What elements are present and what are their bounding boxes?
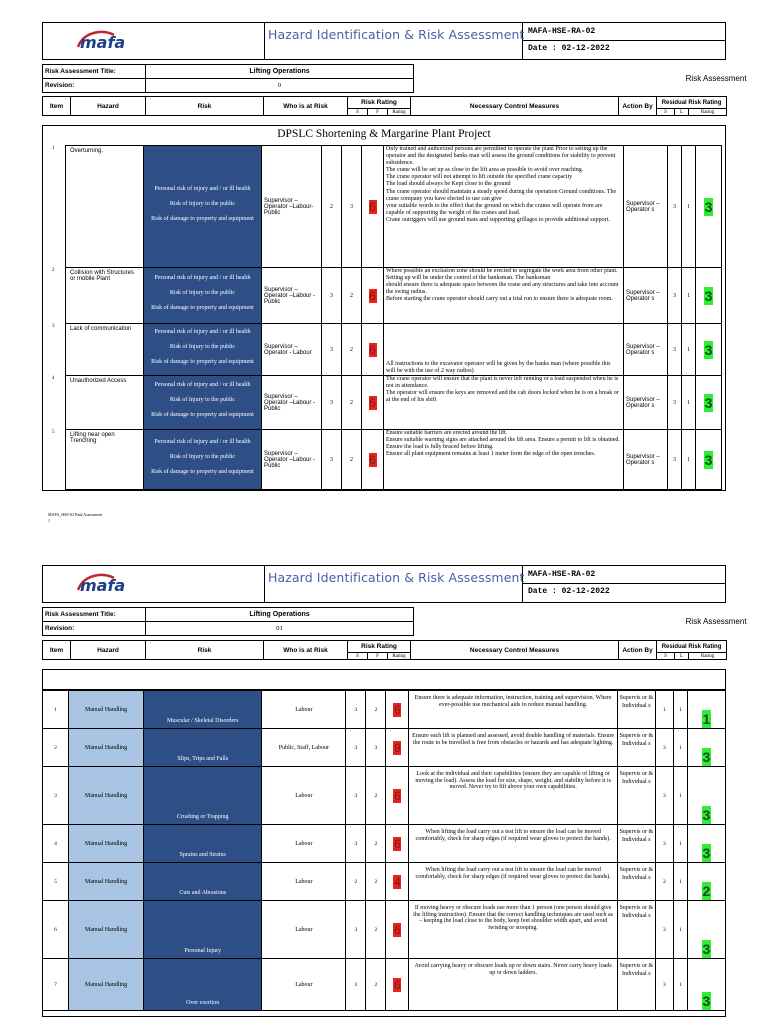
table-row	[43, 863, 726, 901]
page2-hazard-table	[42, 690, 726, 1011]
control-line: Ensure all plant equipment remains at least 1 meter form the edge of the open trenches.	[386, 451, 596, 458]
col-risk-rating: Risk Rating	[348, 641, 411, 653]
footer-note: MAFA_HSE-02 Risk Assessment	[48, 512, 103, 517]
header-divider	[264, 22, 265, 60]
residual-rating-cell	[687, 863, 725, 901]
frequency-cell: 3	[366, 729, 386, 767]
table-row	[43, 901, 726, 959]
action-cell: Supervisor – Operator s	[624, 146, 668, 268]
doc-date: Date : 02-12-2022	[528, 587, 610, 596]
action-cell: Supervisor – Operator s	[624, 376, 668, 430]
low-rating-badge: 3	[704, 198, 713, 215]
severity-cell: 3	[346, 691, 366, 729]
table-row	[43, 767, 726, 825]
control-line: Where possible an exclusion zone should be erected to segregate the work area from other plant.	[386, 268, 618, 274]
residual-rating-cell	[687, 691, 725, 729]
risk-line: Risk of damage to property and equipment	[151, 358, 254, 365]
doc-code: MAFA-HSE-RA-02	[528, 570, 596, 579]
risk-cell: Slips, Trips and Falls	[144, 729, 262, 767]
hazard-cell: Unauthorized Access	[66, 376, 144, 430]
risk-line: Risk of Injury to the public	[169, 396, 236, 403]
frequency-cell: 2	[342, 430, 362, 490]
rating-cell	[362, 146, 384, 268]
risk-line: Risk of damage to property and equipment	[151, 468, 254, 475]
control-line: Ensure suitable warning signs are attached around the lift area. Ensure a permit to lift is obtained. Ensure the load is fully braced before lifting.	[386, 437, 620, 451]
mafa-logo	[74, 27, 154, 53]
hazard-cell: Manual Handling	[69, 767, 144, 825]
severity-cell: 3	[322, 324, 342, 376]
residual-l-cell: 1	[673, 901, 687, 959]
controls-cell	[384, 268, 624, 324]
severity-cell: 3	[322, 430, 342, 490]
action-cell: Supervis or & Individual s	[617, 901, 655, 959]
severity-cell: 3	[346, 825, 366, 863]
table-row	[66, 430, 722, 490]
rating-cell	[386, 863, 409, 901]
col-who: Who is at Risk	[264, 641, 348, 660]
item-cell: 1	[43, 691, 69, 729]
col-rating: Rating	[388, 109, 411, 116]
header-divider	[522, 583, 726, 584]
low-rating-badge: 3	[702, 993, 711, 1009]
residual-s-cell: 3	[668, 146, 682, 268]
severity-cell: 3	[346, 767, 366, 825]
risk-line: Risk of Injury to the public	[169, 343, 236, 350]
rating-cell	[362, 268, 384, 324]
residual-s-cell: 3	[655, 825, 673, 863]
risk-line: Personal risk of injury and / or ill health	[154, 328, 251, 335]
controls-cell: Ensure each lift is planned and assessed, avoid double handling of materials. Ensure the route to be travelled is free from obstacles or hazards and has adequate lighting.	[409, 729, 617, 767]
action-cell: Supervis or & Individual s	[617, 729, 655, 767]
col-hazard: Hazard	[71, 641, 146, 660]
residual-l-cell: 1	[682, 376, 696, 430]
control-line: The crane operator will ensure that the plant is never left running or a load suspended when he is not in attendance.	[386, 376, 619, 390]
risk-line: Risk of damage to property and equipment	[151, 304, 254, 311]
low-rating-badge: 3	[704, 394, 713, 411]
residual-s-cell: 3	[668, 376, 682, 430]
residual-rating-cell	[687, 901, 725, 959]
frequency-cell: 2	[366, 767, 386, 825]
high-rating-badge: 6	[369, 395, 376, 410]
control-line: Crane outriggers will use ground mats and supporting grillages to provide additional support.	[386, 216, 610, 223]
risk-assessment-label: Risk Assessment	[685, 617, 747, 626]
item-cell: 6	[43, 901, 69, 959]
who-cell: Supervisor – Operator –Labour-Public	[262, 146, 322, 268]
risk-line: Personal risk of injury and / or ill health	[154, 438, 251, 445]
controls-cell	[384, 324, 624, 376]
item-number: 5	[52, 430, 55, 435]
residual-l-cell: 1	[682, 324, 696, 376]
risk-line: Risk of Injury to the public	[169, 200, 236, 207]
control-line: Ensure suitable barriers are erected around the lift.	[386, 430, 508, 436]
severity-cell: 3	[322, 376, 342, 430]
severity-cell: 3	[346, 729, 366, 767]
residual-rating-cell	[696, 146, 722, 268]
table-row	[66, 324, 722, 376]
col-action: Action By	[619, 97, 657, 116]
table-row	[43, 959, 726, 1011]
low-rating-badge: 3	[702, 845, 711, 861]
control-line: Only trained and authorized persons are permitted to operate the plant Prior to setting up the operator and the designated banks man will assess the ground conditions for stability to prevent subsidence.	[386, 146, 616, 167]
who-cell: Supervisor – Operator –Labour - Public	[262, 268, 322, 324]
col-residual: Residual Risk Rating	[657, 97, 727, 109]
who-cell: Supervisor – Operator –Labour -Public	[262, 430, 322, 490]
who-cell: Labour	[262, 767, 346, 825]
residual-s-cell: 3	[655, 767, 673, 825]
hazard-cell: Manual Handling	[69, 863, 144, 901]
item-cell: 5	[43, 863, 69, 901]
low-rating-badge: 3	[702, 749, 711, 765]
col-controls: Necessary Control Measures	[411, 641, 619, 660]
control-line: The crane operator will not attempt to lift outside the specified crane capacity	[386, 174, 573, 181]
severity-cell: 2	[322, 146, 342, 268]
low-rating-badge: 3	[704, 341, 713, 358]
page2-column-header	[42, 640, 727, 660]
footer-page-number: 1	[48, 518, 50, 523]
risk-line: Personal risk of injury and / or ill health	[154, 274, 251, 281]
low-rating-badge: 3	[704, 287, 713, 304]
item-cell: 4	[43, 825, 69, 863]
residual-s-cell: 2	[655, 863, 673, 901]
risk-line: Risk of damage to property and equipment	[151, 411, 254, 418]
hazard-cell: Manual Handling	[69, 729, 144, 767]
residual-l-cell: 1	[682, 268, 696, 324]
rating-cell	[386, 901, 409, 959]
revision-value: 01	[146, 622, 414, 636]
risk-cell	[144, 430, 262, 490]
residual-s-cell: 3	[668, 268, 682, 324]
severity-cell: 3	[346, 959, 366, 1011]
frequency-cell: 2	[342, 376, 362, 430]
risk-cell	[144, 268, 262, 324]
doc-code: MAFA-HSE-RA-02	[528, 27, 596, 36]
frequency-cell: 2	[366, 901, 386, 959]
residual-rating-cell	[696, 268, 722, 324]
item-cell: 7	[43, 959, 69, 1011]
table-row	[66, 146, 722, 268]
rating-cell	[362, 376, 384, 430]
action-cell: Supervis or & Individual s	[617, 863, 655, 901]
item-number: 2	[52, 268, 55, 273]
doc-date: Date : 02-12-2022	[528, 44, 610, 53]
control-line: The crane operator should maintain a steady speed during the operation Ground conditions. The crane company you have elected to use can give	[386, 188, 617, 202]
low-rating-badge: 2	[702, 883, 711, 899]
residual-rating-cell	[687, 825, 725, 863]
title-label: Risk Assessment Title:	[43, 608, 146, 622]
item-cell: 3	[43, 767, 69, 825]
controls-cell: Avoid carrying heavy or obscure loads up or down stairs. Never carry heavy loads up or down ladders.	[409, 959, 617, 1011]
residual-rating-cell	[696, 324, 722, 376]
residual-rating-cell	[696, 376, 722, 430]
revision-label: Revision:	[43, 79, 146, 93]
hazard-cell: Lifting near open Trenching	[66, 430, 144, 490]
residual-rating-cell	[696, 430, 722, 490]
col-res-s: S	[657, 109, 675, 116]
risk-line: Personal risk of injury and / or ill health	[154, 185, 251, 192]
revision-label: Revision:	[43, 622, 146, 636]
page1-hazard-table	[65, 145, 722, 490]
col-res-l: L	[675, 109, 689, 116]
severity-cell: 2	[346, 863, 366, 901]
hazard-cell: Overturning,	[66, 146, 144, 268]
rating-cell	[386, 959, 409, 1011]
col-res-rating: Rating	[689, 653, 727, 660]
high-rating-badge: 6	[394, 788, 401, 803]
residual-rating-cell	[687, 767, 725, 825]
header-divider	[264, 565, 265, 603]
controls-cell	[384, 376, 624, 430]
title-value: Lifting Operations	[146, 65, 414, 79]
risk-cell	[144, 146, 262, 268]
action-cell: Supervis or & Individual s	[617, 691, 655, 729]
table-row	[43, 729, 726, 767]
risk-line: Risk of damage to property and equipment	[151, 215, 254, 222]
hazard-cell: Collision with Structures or mobile Plant	[66, 268, 144, 324]
frequency-cell: 2	[342, 268, 362, 324]
rating-cell	[386, 729, 409, 767]
who-cell: Labour	[262, 901, 346, 959]
col-s: S	[348, 109, 368, 116]
col-risk-rating: Risk Rating	[348, 97, 411, 109]
hazard-cell: Manual Handling	[69, 901, 144, 959]
control-line: should ensure there is adequate space between the crane and any structures and take into account the swing radius.	[386, 282, 619, 296]
logo-text: mafa	[80, 576, 126, 595]
frequency-cell: 2	[366, 691, 386, 729]
low-rating-badge: 3	[702, 807, 711, 823]
table-row	[43, 825, 726, 863]
residual-s-cell: 3	[655, 901, 673, 959]
high-rating-badge: 6	[394, 977, 401, 992]
residual-rating-cell	[687, 959, 725, 1011]
low-rating-badge: 3	[702, 941, 711, 957]
risk-line: Personal risk of injury and / or ill health	[154, 381, 251, 388]
who-cell: Labour	[262, 863, 346, 901]
page1-meta-table	[42, 64, 749, 93]
high-rating-badge: 9	[394, 740, 401, 755]
page-title: Hazard Identification & Risk Assessment	[268, 570, 525, 585]
col-residual: Residual Risk Rating	[657, 641, 727, 653]
hazard-cell: Lack of communication	[66, 324, 144, 376]
page1-column-header	[42, 96, 727, 116]
residual-s-cell: 3	[655, 959, 673, 1011]
control-line: your suitable words to the effect that the ground on which the cranes will operate from are capable of supporting the weight of the cranes and load.	[386, 202, 603, 216]
col-hazard: Hazard	[71, 97, 146, 116]
frequency-cell: 3	[342, 146, 362, 268]
residual-l-cell: 1	[673, 825, 687, 863]
risk-cell	[144, 376, 262, 430]
risk-assessment-label: Risk Assessment	[685, 74, 747, 83]
residual-l-cell: 1	[673, 959, 687, 1011]
risk-line: Risk of Injury to the public	[169, 289, 236, 296]
logo-text: mafa	[80, 33, 126, 52]
risk-cell: Personal Injury	[144, 901, 262, 959]
col-action: Action By	[619, 641, 657, 660]
low-rating-badge: 3	[704, 451, 713, 468]
who-cell: Supervisor – Operator –Labour -Public	[262, 376, 322, 430]
rating-cell	[386, 767, 409, 825]
controls-cell	[384, 430, 624, 490]
residual-l-cell: 1	[673, 767, 687, 825]
risk-cell: Cuts and Abrasions	[144, 863, 262, 901]
col-f: F	[368, 653, 388, 660]
residual-l-cell: 1	[682, 146, 696, 268]
item-cell: 2	[43, 729, 69, 767]
hazard-cell: Manual Handling	[69, 825, 144, 863]
who-cell: Public, Staff, Labour	[262, 729, 346, 767]
risk-cell: Over exertion	[144, 959, 262, 1011]
controls-cell	[384, 146, 624, 268]
table-row	[66, 376, 722, 430]
project-title: DPSLC Shortening & Margarine Plant Project	[277, 128, 491, 140]
col-item: Item	[43, 641, 71, 660]
control-line: The load should always be Kept close to the ground	[386, 181, 511, 188]
col-item: Item	[43, 97, 71, 116]
control-line: The operator will ensure the keys are removed and the cab doors locked when he is on a break or at the end of his shift	[386, 390, 619, 404]
action-cell: Supervisor – Operator s	[624, 324, 668, 376]
rating-cell	[362, 324, 384, 376]
page2-meta-table	[42, 607, 749, 636]
high-rating-badge: 6	[394, 702, 401, 717]
frequency-cell: 2	[366, 863, 386, 901]
control-line: Setting up will be under the control of the banksman. The banksman	[386, 275, 551, 282]
col-res-l: L	[675, 653, 689, 660]
control-line: Before starting the crane operator should carry out a trial run to ensure there is adequate room.	[386, 296, 613, 303]
severity-cell: 3	[346, 901, 366, 959]
low-rating-badge: 1	[702, 711, 711, 727]
col-controls: Necessary Control Measures	[411, 97, 619, 116]
who-cell: Supervisor – Operator - Labour	[262, 324, 322, 376]
controls-cell: When lifting the load carry out a test lift to ensure the load can be moved comfortably, check for sharp edges (if required wear gloves to protect the hands).	[409, 863, 617, 901]
action-cell: Supervis or & Individual s	[617, 767, 655, 825]
who-cell: Labour	[262, 825, 346, 863]
residual-l-cell: 1	[673, 729, 687, 767]
item-number: 3	[52, 324, 55, 329]
action-cell: Supervisor – Operator s	[624, 430, 668, 490]
residual-l-cell: 1	[673, 863, 687, 901]
risk-line: Risk of Injury to the public	[169, 453, 236, 460]
risk-cell: Crushing or Trapping	[144, 767, 262, 825]
col-res-rating: Rating	[689, 109, 727, 116]
high-rating-badge: 4	[394, 874, 401, 889]
risk-cell: Sprains and Strains	[144, 825, 262, 863]
item-number: 4	[52, 376, 55, 381]
col-f: F	[368, 109, 388, 116]
item-number: 1	[52, 146, 55, 151]
control-line: All instructions to the excavator operator will be given by the banks man (where possible this will be with the use of 2 way radios)	[386, 360, 611, 374]
frequency-cell: 2	[366, 959, 386, 1011]
title-label: Risk Assessment Title:	[43, 65, 146, 79]
controls-cell: When lifting the load carry out a test lift to ensure the load can be moved comfortably, check for sharp edges (if required wear gloves to protect the hands).	[409, 825, 617, 863]
page-title: Hazard Identification & Risk Assessment	[268, 27, 525, 42]
who-cell: Labour	[262, 691, 346, 729]
residual-s-cell: 1	[655, 691, 673, 729]
frequency-cell: 2	[366, 825, 386, 863]
mafa-logo	[74, 570, 154, 596]
high-rating-badge: 6	[369, 199, 376, 214]
hazard-cell: Manual Handling	[69, 959, 144, 1011]
revision-value: 0	[146, 79, 414, 93]
action-cell: Supervis or & Individual s	[617, 959, 655, 1011]
residual-s-cell: 3	[655, 729, 673, 767]
high-rating-badge: 6	[369, 288, 376, 303]
severity-cell: 3	[322, 268, 342, 324]
controls-cell: If moving heavy or obscure loads use more than 1 person (one person should give the lifting instruction). Ensure that the correct handling techniques are used such as – keeping the load close to the body, keep feet shoulder width apart, and avoid twisting or stooping.	[409, 901, 617, 959]
high-rating-badge: 6	[394, 922, 401, 937]
hazard-cell: Manual Handling	[69, 691, 144, 729]
title-value: Lifting Operations	[146, 608, 414, 622]
residual-s-cell: 3	[668, 324, 682, 376]
residual-l-cell: 1	[673, 691, 687, 729]
risk-cell	[144, 324, 262, 376]
action-cell: Supervisor – Operator s	[624, 268, 668, 324]
residual-s-cell: 3	[668, 430, 682, 490]
rating-cell	[386, 691, 409, 729]
col-rating: Rating	[388, 653, 411, 660]
action-cell: Supervis or & Individual s	[617, 825, 655, 863]
risk-cell: Muscular / Skeletal Disorders	[144, 691, 262, 729]
residual-l-cell: 1	[682, 430, 696, 490]
table-row	[66, 268, 722, 324]
col-risk: Risk	[146, 97, 264, 116]
col-risk: Risk	[146, 641, 264, 660]
high-rating-badge: 6	[369, 342, 376, 357]
col-res-s: S	[657, 653, 675, 660]
controls-cell: Look at the individual and their capabilities (ensure they are capable of lifting or moving the load). Assess the load for size, shape, weight, and stability before it is moved. Never try to lift above your own capabilities.	[409, 767, 617, 825]
control-line: The crane will be set up as close to the lift area as possible to avoid over reaching.	[386, 167, 584, 174]
who-cell: Labour	[262, 959, 346, 1011]
rating-cell	[362, 430, 384, 490]
controls-cell: Ensure there is adequate information, instruction, training and supervision. Where ever-possible use mechanical aids to reduce manual handling.	[409, 691, 617, 729]
high-rating-badge: 6	[369, 452, 376, 467]
high-rating-badge: 6	[394, 836, 401, 851]
table-row	[43, 691, 726, 729]
frequency-cell: 2	[342, 324, 362, 376]
col-who: Who is at Risk	[264, 97, 348, 116]
col-s: S	[348, 653, 368, 660]
rating-cell	[386, 825, 409, 863]
header-divider	[522, 40, 726, 41]
residual-rating-cell	[687, 729, 725, 767]
